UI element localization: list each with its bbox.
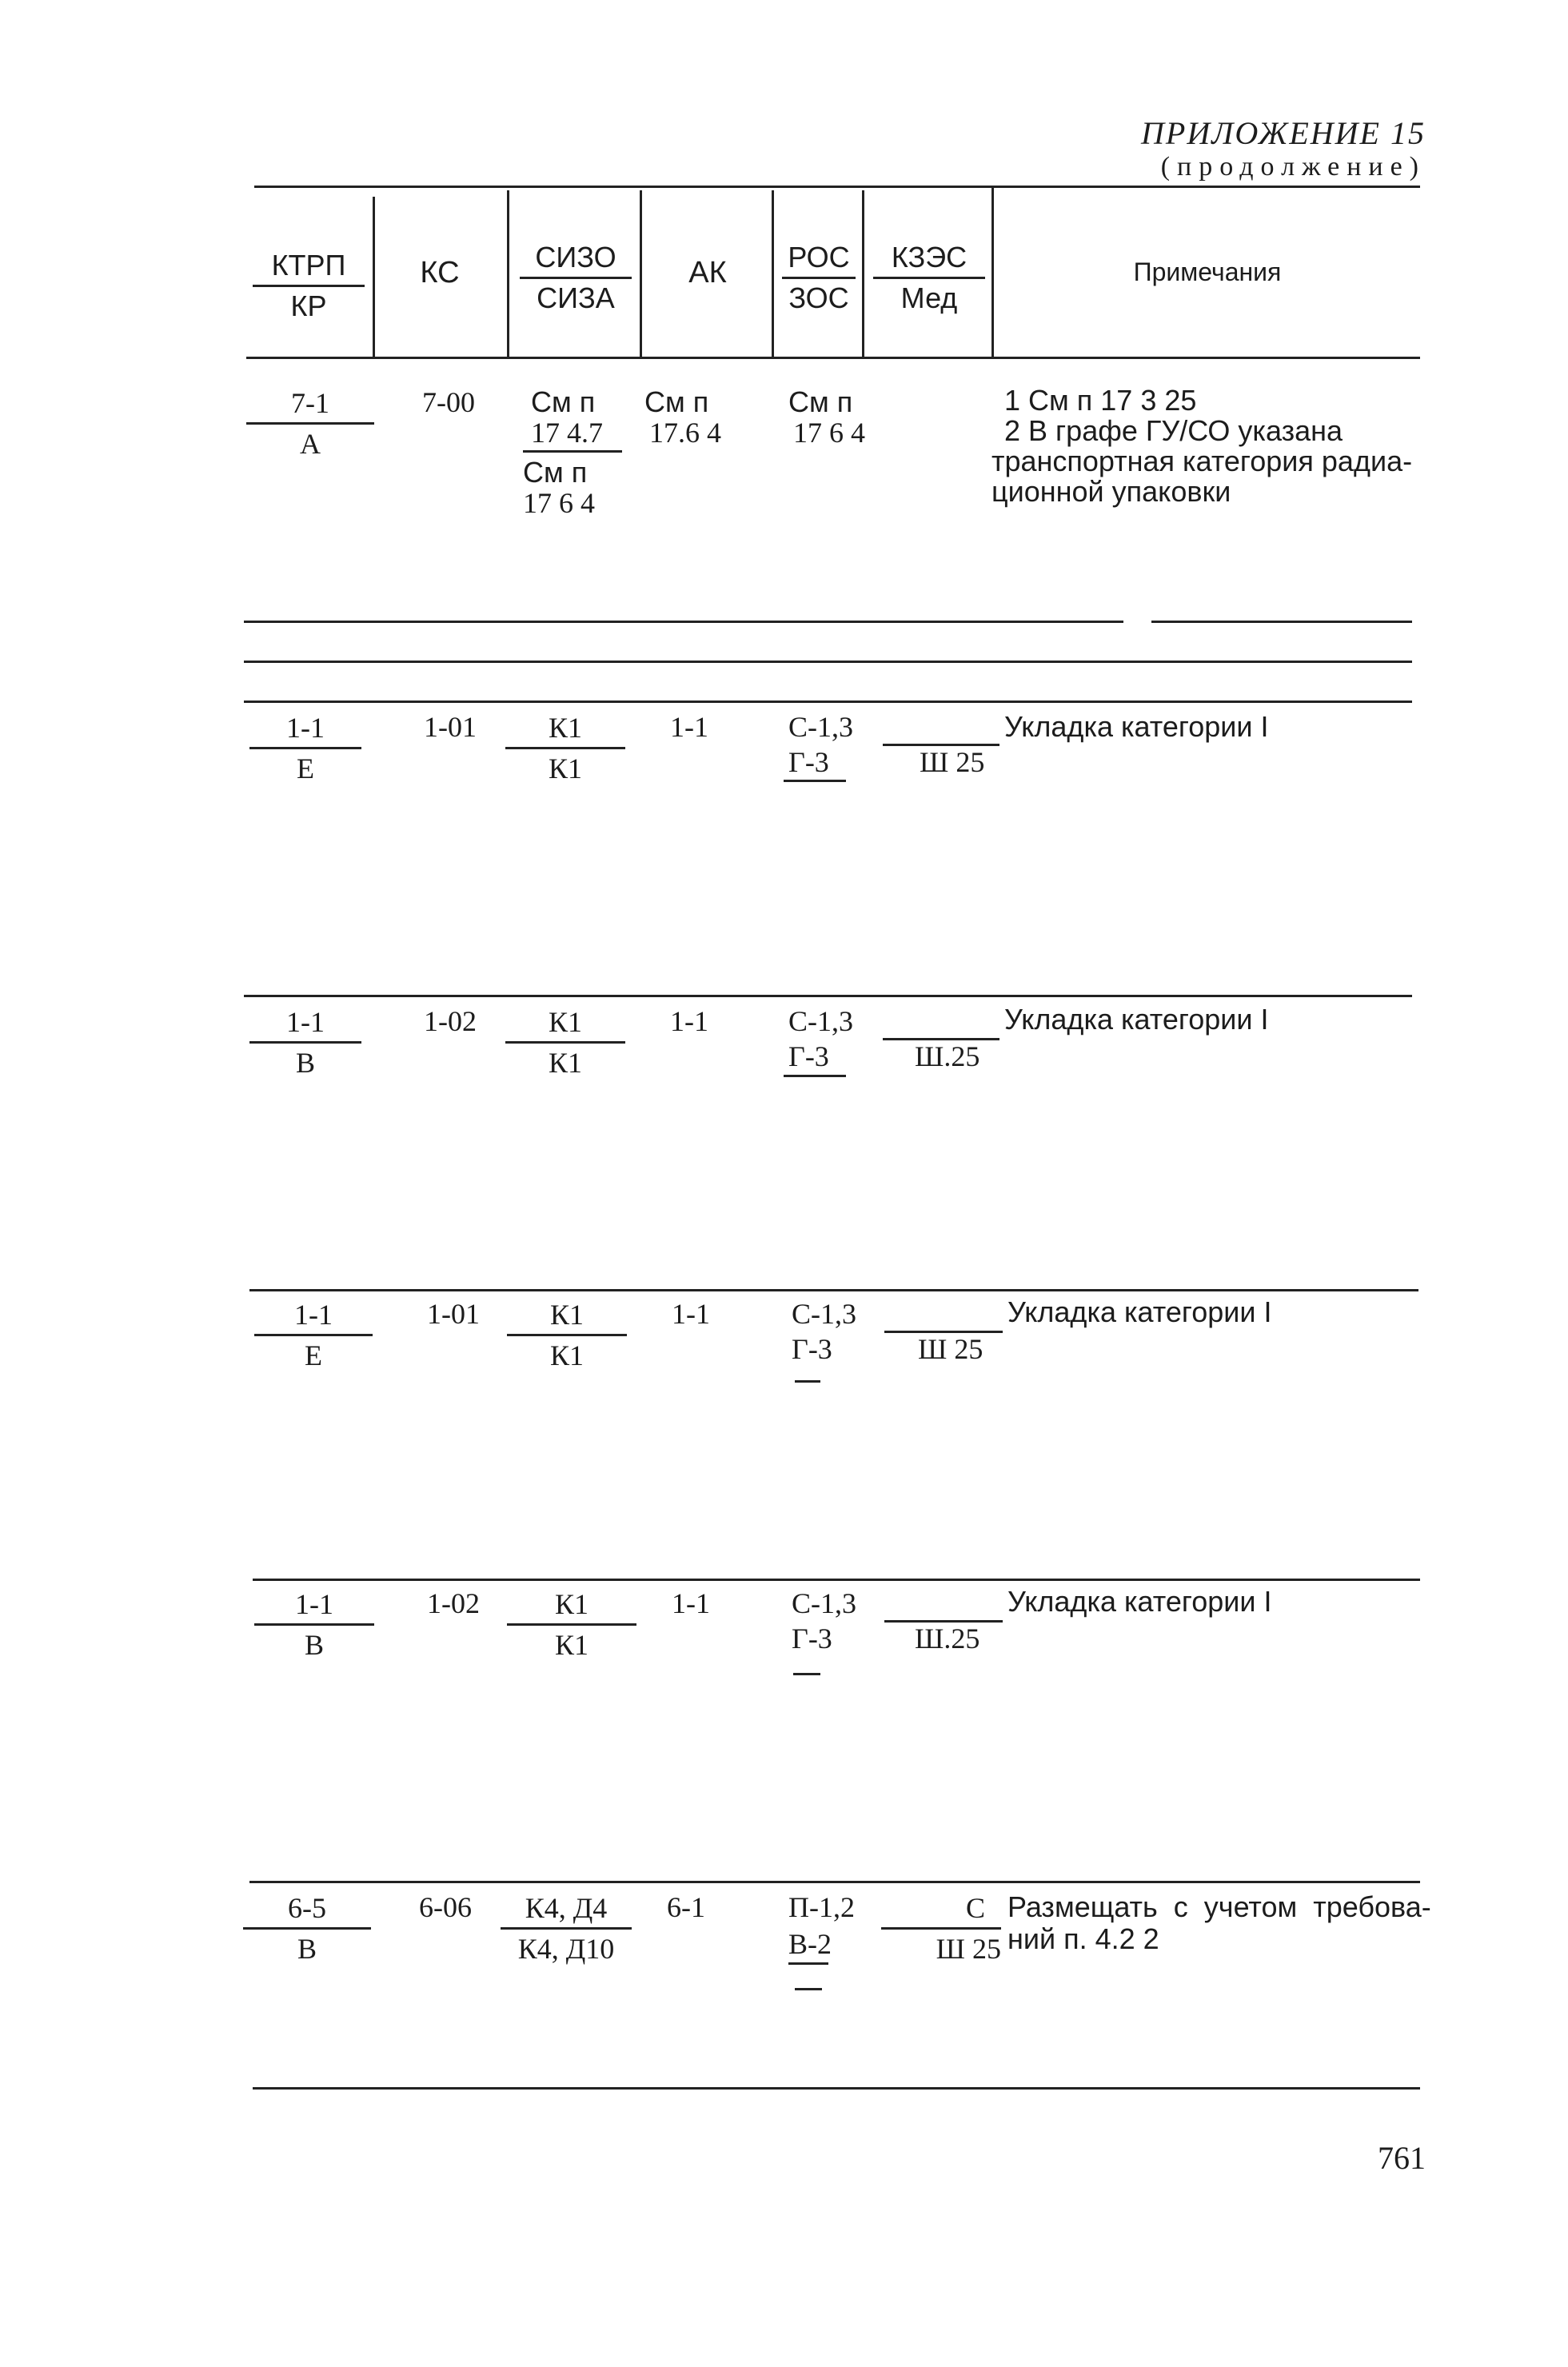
row5-ros: С-1,3 xyxy=(792,1587,856,1619)
row3-ak: 1-1 xyxy=(670,1005,708,1037)
row2-zos: Г-3 xyxy=(788,746,829,778)
table-top-rule xyxy=(254,186,1420,188)
row6-sizo-siza: К4, Д4 К4, Д10 xyxy=(501,1890,632,1966)
col-sep-5 xyxy=(862,190,864,357)
row6-zos: В-2 xyxy=(788,1928,832,1960)
row5-zos-dash xyxy=(793,1673,820,1675)
header-bottom-rule xyxy=(246,357,1420,359)
row5-note: Укладка категории I xyxy=(1007,1585,1272,1618)
row6-ks: 6-06 xyxy=(419,1891,472,1923)
row6-note-1: Размещать с учетом требова- xyxy=(1007,1890,1431,1923)
appendix-title: ПРИЛОЖЕНИЕ 15 xyxy=(1141,115,1426,151)
row6-zos-underline xyxy=(788,1962,828,1965)
col-sep-1 xyxy=(373,197,375,357)
row2-ros: С-1,3 xyxy=(788,711,853,743)
row5-zos: Г-3 xyxy=(792,1623,832,1655)
row6-kzes-med: С Ш 25 xyxy=(881,1890,1001,1966)
row4-zos-dash xyxy=(795,1380,820,1383)
row5-sizo-siza: К1 К1 xyxy=(507,1587,636,1662)
col-head-kzes-med: КЗЭС Мед xyxy=(873,240,985,316)
col-head-ktrp-kr: КТРП КР xyxy=(253,248,365,324)
col-sep-3 xyxy=(640,190,642,357)
row3-ros: С-1,3 xyxy=(788,1005,853,1037)
row1-note-1: 1 См п 17 3 25 xyxy=(1004,384,1197,417)
row1-sizo-bar xyxy=(523,450,622,453)
row3-zos-underline xyxy=(784,1075,846,1077)
row3-sizo-siza: К1 К1 xyxy=(505,1004,625,1080)
col-sep-2 xyxy=(507,190,509,357)
col-head-ak: АК xyxy=(688,256,727,289)
row1-siza-b: 17 6 4 xyxy=(523,487,595,519)
col-head-sizo-siza: СИЗО СИЗА xyxy=(520,240,632,316)
row2-ks: 1-01 xyxy=(424,711,477,743)
row1-ks: 7-00 xyxy=(422,386,475,418)
row6-top-rule xyxy=(249,1881,1420,1883)
row5-ak: 1-1 xyxy=(672,1587,710,1619)
appendix-subtitle: (продолжение) xyxy=(1160,152,1426,182)
page-number: 761 xyxy=(1378,2140,1426,2176)
row1-sizo-b: 17 4.7 xyxy=(531,417,603,449)
separator-rule-c xyxy=(244,661,1412,663)
row3-note: Укладка категории I xyxy=(1004,1003,1269,1036)
table-bottom-rule xyxy=(253,2087,1420,2090)
row1-ros-a: См п xyxy=(788,385,853,418)
row2-med: Ш 25 xyxy=(920,746,985,778)
row2-ktrp-kr: 1-1 Е xyxy=(249,710,361,786)
row1-ktrp-kr: 7-1 А xyxy=(246,385,374,461)
row1-ak-b: 17.6 4 xyxy=(649,417,721,449)
row6-note-2: ний п. 4.2 2 xyxy=(1007,1922,1159,1955)
row5-ktrp-kr: 1-1 В xyxy=(254,1587,374,1662)
col-head-ros-zos: РОС ЗОС xyxy=(782,240,856,316)
row3-top-rule xyxy=(244,995,1412,997)
row4-sizo-siza: К1 К1 xyxy=(507,1297,627,1373)
row6-ak: 6-1 xyxy=(667,1891,705,1923)
col-head-notes: Примечания xyxy=(1133,257,1282,286)
col-sep-6 xyxy=(991,186,994,357)
separator-rule-b xyxy=(1151,621,1412,623)
row5-top-rule xyxy=(253,1579,1420,1581)
row4-note: Укладка категории I xyxy=(1007,1295,1272,1328)
row5-ks: 1-02 xyxy=(427,1587,480,1619)
row4-ktrp-kr: 1-1 Е xyxy=(254,1297,373,1373)
row3-zos: Г-3 xyxy=(788,1040,829,1072)
row4-ros: С-1,3 xyxy=(792,1298,856,1330)
row3-ks: 1-02 xyxy=(424,1005,477,1037)
row6-zos-dash xyxy=(795,1988,822,1990)
col-sep-4 xyxy=(772,190,774,357)
row2-ak: 1-1 xyxy=(670,711,708,743)
row5-med: Ш.25 xyxy=(915,1623,980,1655)
row1-note-3: транспортная категория радиа- xyxy=(991,445,1413,477)
row4-ak: 1-1 xyxy=(672,1298,710,1330)
row1-ak-a: См п xyxy=(644,385,709,418)
row6-ktrp-kr: 6-5 В xyxy=(243,1890,371,1966)
row6-ros: П-1,2 xyxy=(788,1891,855,1923)
row2-note: Укладка категории I xyxy=(1004,710,1269,743)
separator-rule-a xyxy=(244,621,1123,623)
row4-med: Ш 25 xyxy=(918,1333,983,1365)
row2-sizo-siza: К1 К1 xyxy=(505,710,625,786)
row3-ktrp-kr: 1-1 В xyxy=(249,1004,361,1080)
row4-zos: Г-3 xyxy=(792,1333,832,1365)
row1-note-4: ционной упаковки xyxy=(991,475,1231,508)
row1-sizo-a: См п xyxy=(531,385,596,418)
row1-siza-a: См п xyxy=(523,456,588,489)
row2-zos-underline xyxy=(784,780,846,782)
separator-rule-d xyxy=(244,701,1412,703)
row4-top-rule xyxy=(249,1289,1418,1291)
col-head-ks: КС xyxy=(420,256,460,289)
row4-ks: 1-01 xyxy=(427,1298,480,1330)
row1-note-2: 2 В графе ГУ/СО указана xyxy=(1004,414,1343,447)
row1-ros-b: 17 6 4 xyxy=(793,417,865,449)
row3-med: Ш.25 xyxy=(915,1040,980,1072)
